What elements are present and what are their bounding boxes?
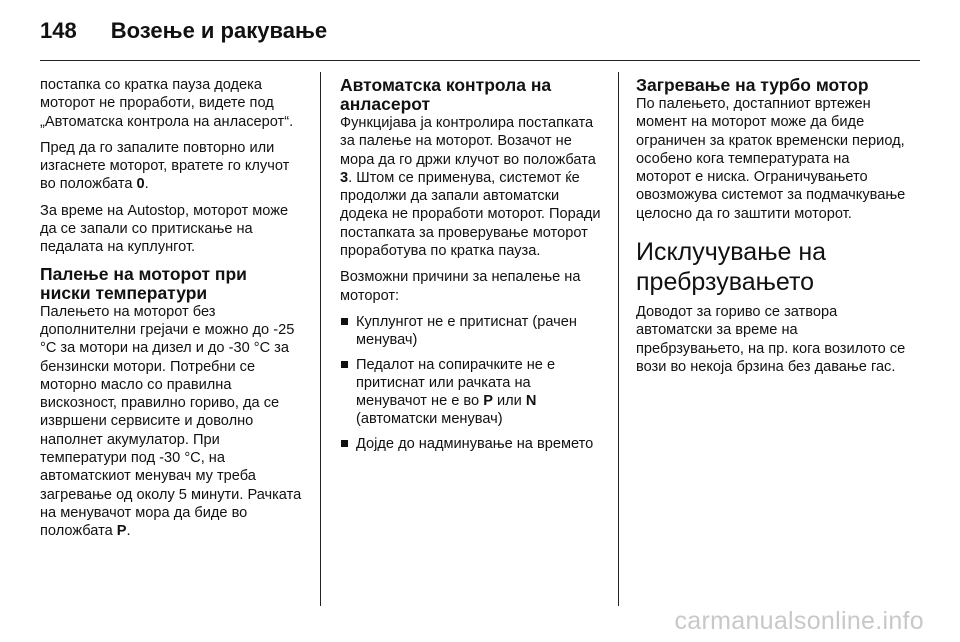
causes-list	[340, 313, 602, 453]
header-rule	[40, 60, 920, 61]
column-divider-1	[320, 72, 321, 606]
list-item: Дојде до надминување на времето	[340, 435, 602, 453]
page-header	[40, 18, 327, 44]
column-2	[340, 76, 602, 459]
watermark: carmanualsonline.info	[674, 607, 924, 635]
heading-overrun-cutoff: Исклучување на пребрзувањето	[636, 238, 827, 297]
page-number: 148	[40, 18, 77, 43]
paragraph-continuation: постапка со кратка пауза додека моторот не проработи, видете под „Автоматска контрола на анласерот“.	[40, 77, 294, 130]
paragraph-turbo-warmup: По палењето, достапниот вртежен момент на моторот може да биде ограничен за краток временски период, особено кога температурата на моторот е ниска. Ограничувањето овозможува системот за подмачкување целосно да го заштити моторот.	[636, 96, 906, 222]
key-position-3: 3	[340, 169, 349, 186]
column-1	[40, 76, 302, 549]
gear-position-p: P	[116, 523, 127, 540]
heading-low-temperature-start: Палење на моторот при ниски температури	[40, 263, 247, 303]
paragraph-possible-causes: Возможни причини за непалење на моторот:	[340, 269, 581, 304]
paragraph-overrun-cutoff: Доводот за гориво се затвора автоматски за време на пребрзувањето, на пр. кога возилото се вози во некоја брзина без давање гас.	[636, 304, 906, 375]
paragraph-low-temperature: Палењето на моторот без дополнителни грејачи е можно до -25 °C за мотори на дизел и до -30 °C за бензински мотори. Потребни се моторно масло со правилна вискозност, правилно гориво, да се извршени сервисите и доволно наполнет акумулатор. При температури под -30 °C, на автоматскиот менувач му треба загревање од околу 5 минути. Рачката на менувачот мора да биде во положбата P.	[40, 303, 302, 540]
paragraph-automatic-starter: Функцијава ја контролира постапката за палење на моторот. Возачот не мора да го држи клучот во положбата 3. Штом се применува, системот ќе продолжи да запали автоматски додека не проработи моторот. Поради постапката за проверување моторот проработува по кратка пауза.	[340, 115, 601, 260]
list-item: Куплунгот не е притиснат (рачен менувач)	[340, 313, 602, 350]
paragraph-autostop: За време на Autostop, моторот може да се запали со притискање на педалата на куплунгот.	[40, 202, 289, 256]
heading-turbo-warmup: Загревање на турбо мотор	[636, 75, 869, 95]
paragraph-key-position: Пред да го запалите повторно или изгаснете моторот, вратете го клучот во положбата 0.	[40, 139, 290, 193]
column-divider-2	[618, 72, 619, 606]
heading-automatic-starter-control: Автоматска контрола на анласерот	[340, 75, 552, 114]
list-item: Педалот на сопирачките не е притиснат или рачката на менувачот не е во P или N (автоматски менувач)	[340, 356, 602, 429]
key-position-0: 0	[136, 176, 145, 193]
column-3	[636, 76, 908, 384]
chapter-title: Возење и ракување	[110, 18, 328, 43]
